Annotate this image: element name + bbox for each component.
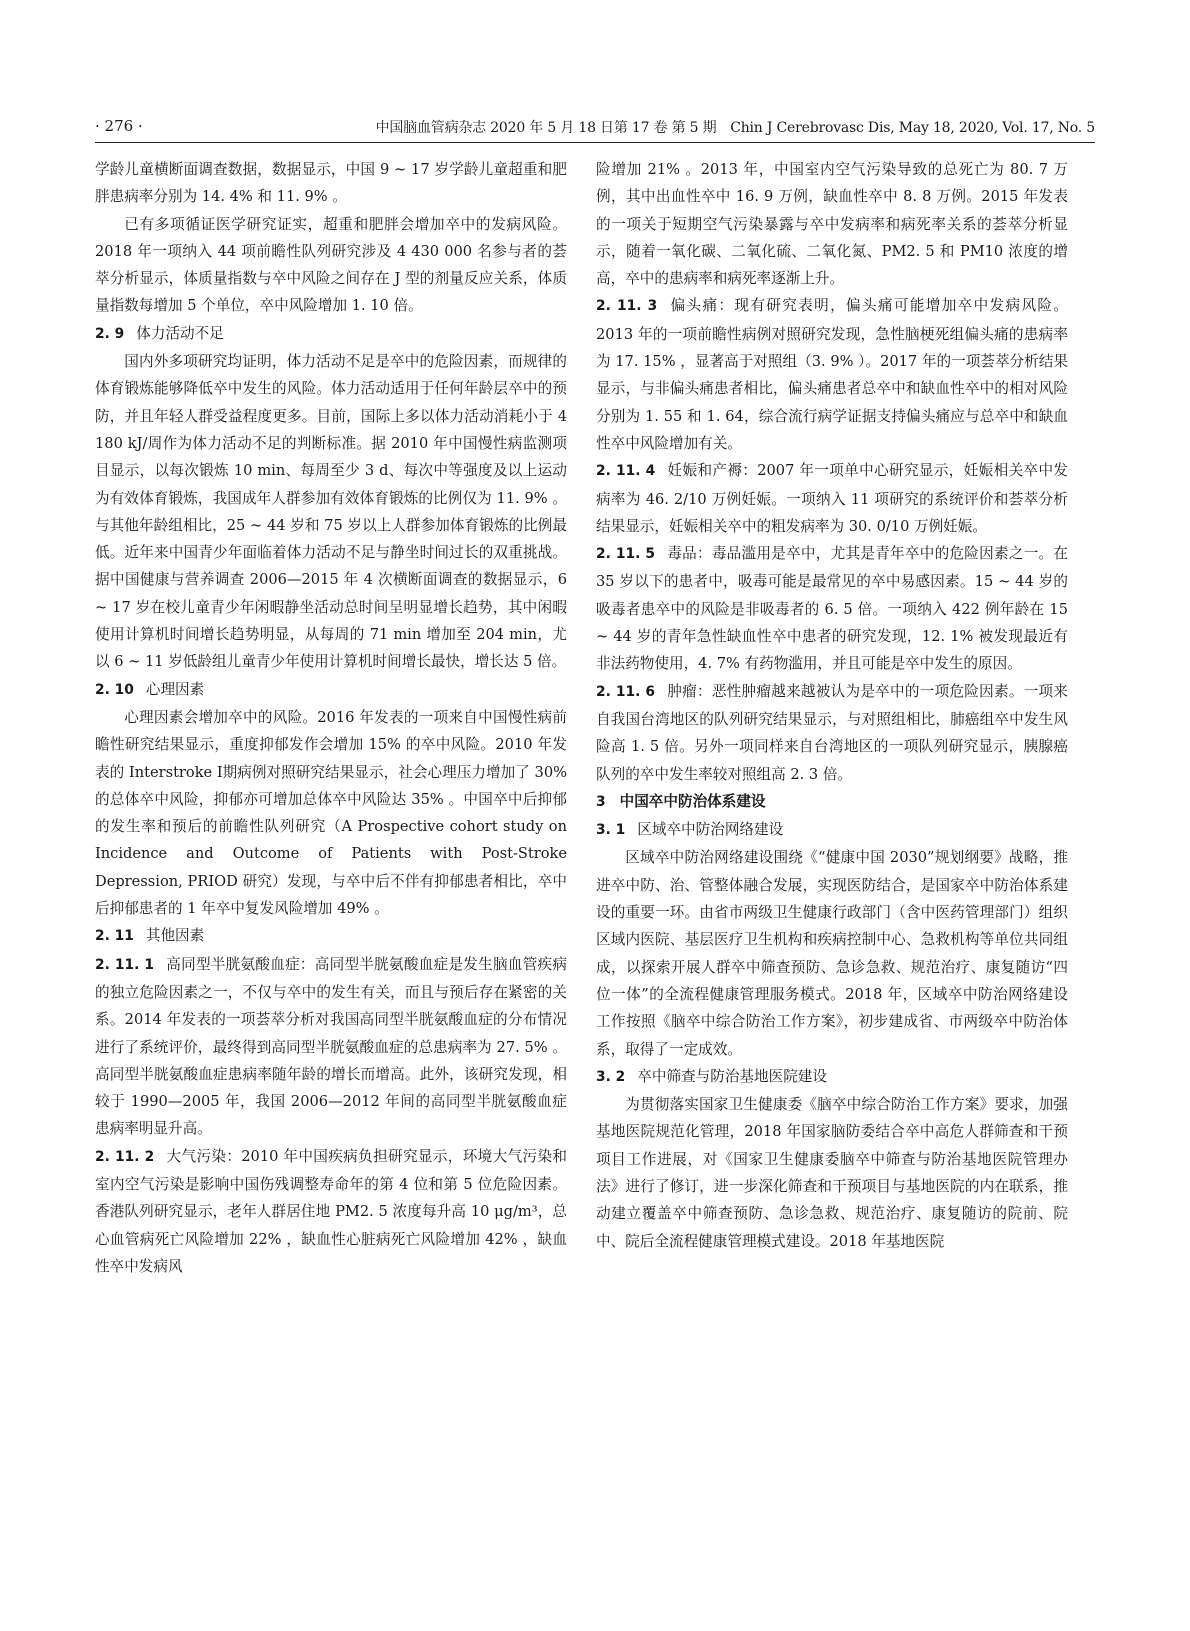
- subsection-number: 2. 11. 6: [596, 683, 656, 700]
- section-number: 2. 10: [95, 681, 134, 698]
- section-number: 3: [596, 793, 606, 810]
- section-number: 2. 9: [95, 325, 125, 342]
- subsection-number: 2. 11. 3: [596, 298, 658, 315]
- paragraph-2-11-3: [596, 292, 1068, 457]
- subsection-text: 高同型半胱氨酸血症：高同型半胱氨酸血症是发生脑血管疾病的独立危险因素之一，不仅与卒中的发生有关，而且与预后存在紧密的关系。2014 年发表的一项荟萃分析对我国高同型半胱氨酸血症的分布情况进行了系统评价，最终得到高同型半胱氨酸血症的总患病率为 27. 5% 。高同型半胱氨酸血症患病率随年龄的增长而增高。此外，该研究发现，相较于 1990—2005 年，我国 2006—2012 年间的高同型半胱氨酸血症患病率明显升高。: [95, 955, 567, 1138]
- subsection-text: 肿瘤：恶性肿瘤越来越被认为是卒中的一项危险因素。一项来自我国台湾地区的队列研究结果显示，与对照组相比，肺癌组卒中发生风险高 1. 5 倍。另外一项同样来自台湾地区的一项队列研究显示，胰腺癌队列的卒中发生率较对照组高 2. 3 倍。: [596, 682, 1068, 783]
- subsection-number: 2. 11. 4: [596, 463, 656, 480]
- paragraph-psychological: 心理因素会增加卒中的风险。2016 年发表的一项来自中国慢性病前瞻性研究结果显示，重度抑郁发作会增加 15% 的卒中风险。2010 年发表的 Interstroke Ⅰ期病例对照研究结果显示，社会心理压力增加了 30% 的总体卒中风险，抑郁亦可增加总体卒中风险达 35% 。中国卒中后抑郁的发生率和预后的前瞻性队列研究（A Prospective cohort study on Incidence and Outcome of Patients with Post-Stroke Depression, PRIOD 研究）发现，与卒中后不伴有抑郁患者相比，卒中后抑郁患者的 1 年卒中复发风险增加 49% 。: [95, 708, 567, 918]
- page-number: · 276 ·: [95, 117, 143, 135]
- section-title: 区域卒中防治网络建设: [637, 821, 784, 839]
- right-column: [596, 156, 1068, 1576]
- paragraph-obesity: 已有多项循证医学研究证实，超重和肥胖会增加卒中的发病风险。2018 年一项纳入 44 项前瞻性队列研究涉及 4 430 000 名参与者的荟萃分析显示，体质量指数与卒中风险之间存在 J 型的剂量反应关系，体质量指数每增加 5 个单位，卒中风险增加 1. 10 倍。: [95, 215, 567, 315]
- section-title: 体力活动不足: [136, 324, 224, 342]
- section-heading-2-9: [95, 320, 567, 348]
- paragraph-continued: 险增加 21% 。2013 年，中国室内空气污染导致的总死亡为 80. 7 万例，其中出血性卒中 16. 9 万例，缺血性卒中 8. 8 万例。2015 年发表的一项关于短期空气污染暴露与卒中发病率和病死率关系的荟萃分析显示，随着一氧化碳、二氧化硫、二氧化氮、PM2. 5 和 PM10 浓度的增高，卒中的患病率和病死率逐渐上升。: [596, 161, 1068, 288]
- running-head: 中国脑血管病杂志 2020 年 5 月 18 日第 17 卷 第 5 期 Chin J Cerebrovasc Dis, May 18, 2020, Vol. 17, No. 5: [375, 120, 1095, 136]
- subsection-number: 2. 11. 5: [596, 546, 656, 563]
- section-number: 2. 11: [95, 928, 134, 945]
- section-title: 中国卒中防治体系建设: [619, 792, 766, 810]
- paragraph-regional-network: 区域卒中防治网络建设围绕《“健康中国 2030”规划纲要》战略，推进卒中防、治、管整体融合发展，实现医防结合，是国家卒中防治体系建设的重要一环。由省市两级卫生健康行政部门（含中医药管理部门）组织区域内医院、基层医疗卫生机构和疾病控制中心、急救机构等单位共同组成，以探索开展人群卒中筛查预防、急诊急救、规范治疗、康复随访“四位一体”的全流程健康管理服务模式。2018 年，区域卒中防治网络建设工作按照《脑卒中综合防治工作方案》，初步建成省、市两级卒中防治体系，取得了一定成效。: [596, 849, 1068, 1058]
- section-heading-2-11: [95, 922, 567, 950]
- section-number: 3. 2: [596, 1068, 626, 1085]
- subsection-text: 毒品：毒品滥用是卒中，尤其是青年卒中的危险因素之一。在 35 岁以下的患者中，吸毒可能是最常见的卒中易感因素。15 ~ 44 岁的吸毒者患卒中的风险是非吸毒者的 6. 5 倍。一项纳入 422 例年龄在 15 ~ 44 岁的青年急性缺血性卒中患者的研究发现，12. 1% 被发现最近有非法药物使用，4. 7% 有药物滥用，并且可能是卒中发生的原因。: [596, 545, 1068, 673]
- paragraph-2-11-2: [95, 1143, 567, 1280]
- section-title: 卒中筛查与防治基地医院建设: [637, 1067, 827, 1085]
- subsection-text: 妊娠和产褥：2007 年一项单中心研究显示，妊娠相关卒中发病率为 46. 2/10 万例妊娠。一项纳入 11 项研究的系统评价和荟萃分析结果显示，妊娠相关卒中的粗发病率为 30. 0/10 万例妊娠。: [596, 462, 1068, 535]
- section-number: 3. 1: [596, 822, 626, 839]
- paragraph-2-11-4: [596, 457, 1068, 540]
- section-heading-3-2: [596, 1063, 1068, 1091]
- section-heading-2-10: [95, 676, 567, 704]
- paragraph-physical-activity: 国内外多项研究均证明，体力活动不足是卒中的危险因素，而规律的体育锻炼能够降低卒中发生的风险。体力活动适用于任何年龄层卒中的预防，并且年轻人群受益程度更多。目前，国际上多以体力活动消耗小于 4 180 kJ/周作为体力活动不足的判断标准。据 2010 年中国慢性病监测项目显示，以每次锻炼 10 min、每周至少 3 d、每次中等强度及以上运动为有效体育锻炼，我国成年人群参加有效体育锻炼的比例仅为 11. 9% 。与其他年龄组相比，25 ~ 44 岁和 75 岁以上人群参加体育锻炼的比例最低。近年来中国青少年面临着体力活动不足与静坐时间过长的双重挑战。据中国健康与营养调查 2006—2015 年 4 次横断面调查的数据显示，6 ~ 17 岁在校儿童青少年闲暇静坐活动总时间呈明显增长趋势，其中闲暇使用计算机时间增长趋势明显，从每周的 71 min 增加至 204 min，尤以 6 ~ 11 岁低龄组儿童青少年使用计算机时间增长最快，增长达 5 倍。: [95, 353, 567, 671]
- subsection-text: 大气污染：2010 年中国疾病负担研究显示，环境大气污染和室内空气污染是影响中国伤残调整寿命年的第 4 位和第 5 位危险因素。香港队列研究显示，老年人群居住地 PM2. 5 浓度每升高 10 μg/m³，总心血管病死亡风险增加 22% ，缺血性心脏病死亡风险增加 42% ，缺血性卒中发病风: [95, 1147, 567, 1275]
- section-heading-3: [596, 788, 1068, 816]
- subsection-number: 2. 11. 2: [95, 1148, 155, 1165]
- section-title: 其他因素: [145, 927, 205, 945]
- header-rule: [95, 142, 1095, 143]
- paragraph-base-hospitals: 为贯彻落实国家卫生健康委《脑卒中综合防治工作方案》要求，加强基地医院规范化管理，2018 年国家脑防委结合卒中高危人群筛查和干预项目工作进展，对《国家卫生健康委脑卒中筛查与防治基地医院管理办法》进行了修订，进一步深化筛查和干预项目与基地医院的内在联系，推动建立覆盖卒中筛查预防、急诊急救、规范治疗、康复随访的院前、院中、院后全流程健康管理模式建设。2018 年基地医院: [596, 1096, 1068, 1250]
- left-column: [95, 156, 567, 1576]
- paragraph-2-11-5: [596, 540, 1068, 677]
- paragraph-intro: 学龄儿童横断面调查数据，数据显示，中国 9 ~ 17 岁学龄儿童超重和肥胖患病率分别为 14. 4% 和 11. 9% 。: [95, 161, 567, 206]
- page-header: [95, 117, 1095, 141]
- subsection-number: 2. 11. 1: [95, 956, 155, 973]
- paragraph-2-11-6: [596, 678, 1068, 788]
- subsection-text: 偏头痛：现有研究表明，偏头痛可能增加卒中发病风险。2013 年的一项前瞻性病例对照研究发现，急性脑梗死组偏头痛的患病率为 17. 15% ，显著高于对照组（3. 9% ）。2017 年的一项荟萃分析结果显示，与非偏头痛患者相比，偏头痛患者总卒中和缺血性卒中的相对风险分别为 1. 55 和 1. 64，综合流行病学证据支持偏头痛应与总卒中和缺血性卒中风险增加有关。: [596, 297, 1068, 452]
- paragraph-2-11-1: [95, 951, 567, 1143]
- section-heading-3-1: [596, 816, 1068, 844]
- section-title: 心理因素: [145, 680, 205, 698]
